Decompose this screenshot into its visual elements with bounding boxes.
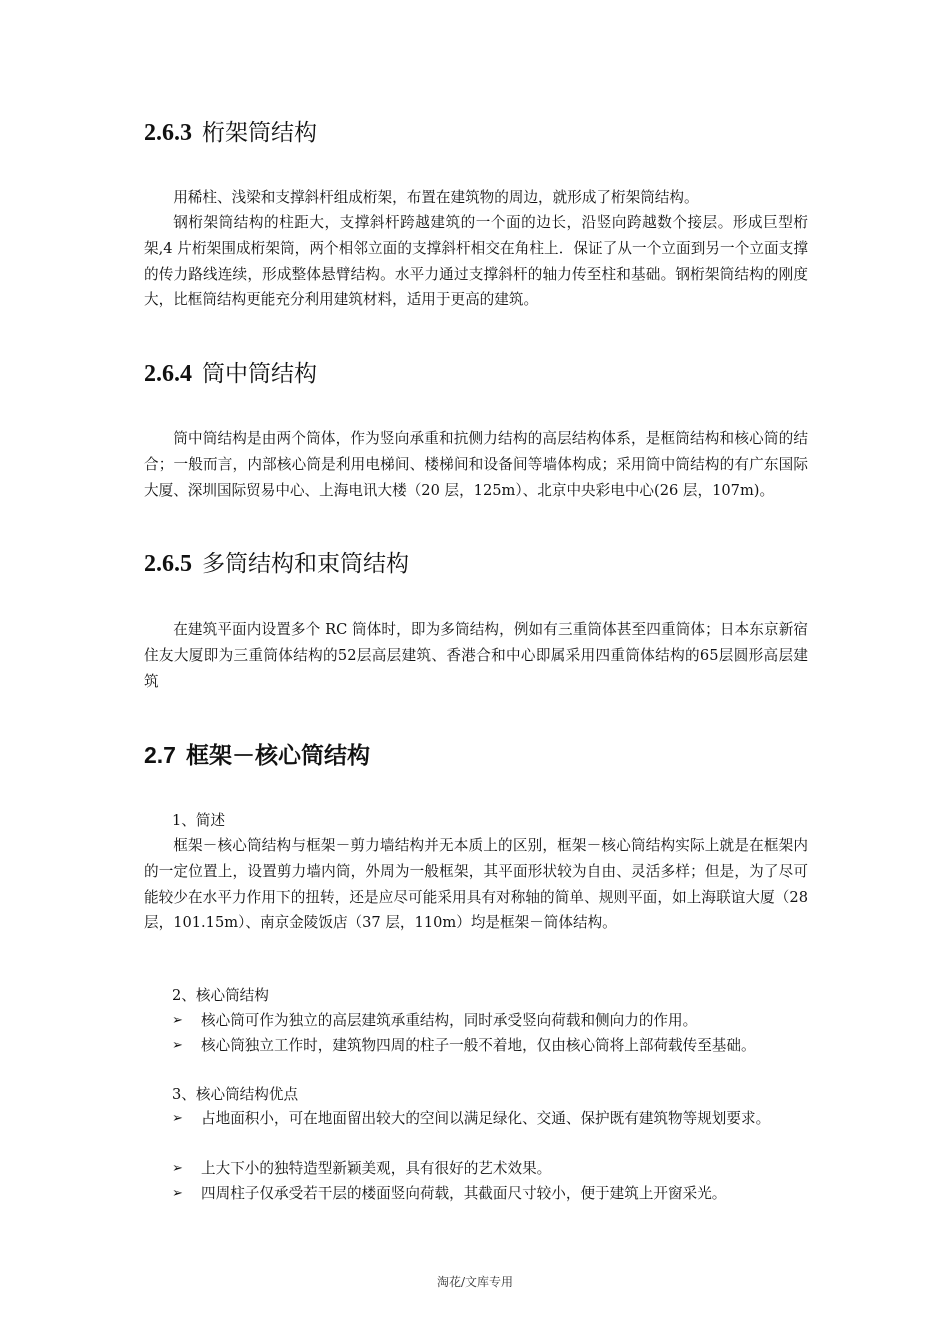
section-title: 框架－核心筒结构 [185,743,370,769]
numbered-item: 1、简述 [172,812,226,829]
arrow-bullet-icon: ➢ [172,1186,183,1201]
section-heading-2-6-5 [144,549,409,579]
paragraph: 钢桁架筒结构的柱距大，支撑斜杆跨越建筑的一个面的边长，沿竖向跨越数个接层。形成巨型桁架,4 片桁架围成桁架筒，两个相邻立面的支撑斜杆相交在角柱上．保证了从一个立面到另一个立面支撑的传力路线连续，形成整体悬臂结构。水平力通过支撑斜杆的轴力传至柱和基础。钢桁架筒结构的刚度大，比框筒结构更能充分利用建筑材料，适用于更高的建筑。 [144,214,808,309]
paragraph: 筒中筒结构是由两个筒体，作为竖向承重和抗侧力结构的高层结构体系，是框筒结构和核心筒的结合；一般而言，内部核心筒是利用电梯间、楼梯间和设备间等墙体构成；采用筒中筒结构的有广东国际大厦、深圳国际贸易中心、上海电讯大楼（20 层，125m）、北京中央彩电中心(26 层，107m)。 [144,430,808,499]
section-number: 2.6.4 [144,361,192,387]
bullet-item [172,1008,808,1034]
arrow-bullet-icon: ➢ [172,1111,183,1126]
bullet-text: 占地面积小，可在地面留出较大的空间以满足绿化、交通、保护既有建筑物等规划要求。 [201,1110,771,1127]
bullet-text: 上大下小的独特造型新颖美观，具有很好的艺术效果。 [201,1160,552,1177]
page-footer: 淘花/文库专用 [436,1275,514,1289]
arrow-bullet-icon: ➢ [172,1161,183,1176]
section-heading-2-7 [144,740,370,771]
arrow-bullet-icon: ➢ [172,1038,183,1053]
numbered-item: 2、核心筒结构 [172,987,269,1004]
arrow-bullet-icon: ➢ [172,1013,183,1028]
paragraph: 框架－核心筒结构与框架－剪力墙结构并无本质上的区别，框架－核心筒结构实际上就是在框架内的一定位置上，设置剪力墙内筒，外周为一般框架，其平面形状较为自由、灵活多样；但是，为了尽可能较少在水平力作用下的扭转，还是应尽可能采用具有对称轴的简单、规则平面，如上海联谊大厦（28 层，101.15m）、南京金陵饭店（37 层，110m）均是框架－筒体结构。 [144,837,808,932]
bullet-item [172,1181,808,1207]
section-title: 桁架筒结构 [202,120,317,146]
bullet-item [172,1156,808,1182]
bullet-text: 核心筒独立工作时，建筑物四周的柱子一般不着地，仅由核心筒将上部荷载传至基础。 [201,1037,756,1054]
section-number: 2.6.5 [144,551,192,577]
section-title: 筒中筒结构 [202,361,317,387]
paragraph: 用稀柱、浅梁和支撑斜杆组成桁架，布置在建筑物的周边，就形成了桁架筒结构。 [173,189,699,206]
bullet-item [172,1106,808,1132]
section-heading-2-6-4 [144,359,317,389]
bullet-text: 核心筒可作为独立的高层建筑承重结构，同时承受竖向荷载和侧向力的作用。 [201,1012,698,1029]
section-title: 多筒结构和束筒结构 [202,551,409,577]
section-number: 2.7 [144,742,176,768]
bullet-item [172,1033,808,1059]
section-number: 2.6.3 [144,120,192,146]
section-heading-2-6-3 [144,118,317,148]
paragraph: 在建筑平面内设置多个 RC 筒体时，即为多筒结构，例如有三重筒体甚至四重筒体；日本东京新宿住友大厦即为三重筒体结构的52层高层建筑、香港合和中心即属采用四重筒体结构的65层圆形高层建筑 [144,621,808,690]
numbered-item: 3、核心筒结构优点 [172,1086,299,1103]
bullet-text: 四周柱子仅承受若干层的楼面竖向荷载，其截面尺寸较小，便于建筑上开窗采光。 [201,1185,727,1202]
